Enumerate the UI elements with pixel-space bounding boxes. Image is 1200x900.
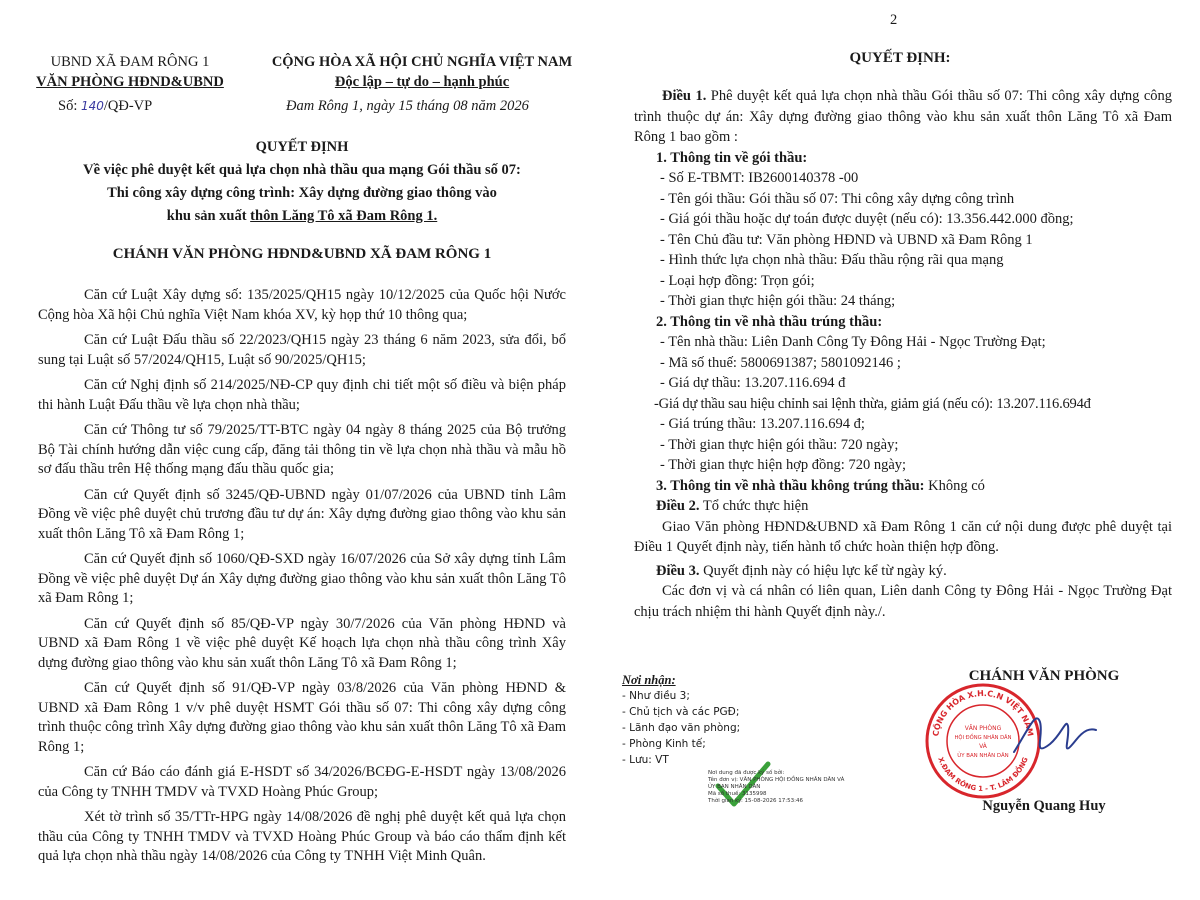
- recipient-item: - Như điều 3;: [622, 690, 690, 702]
- section-1-item: - Loại hợp đồng: Trọn gói;: [660, 272, 815, 289]
- section-2-item: - Mã số thuế: 5800691387; 5801092146 ;: [660, 354, 901, 371]
- basis-paragraph: Căn cứ Thông tư số 79/2025/TT-BTC ngày 04 ngày 8 tháng 2025 của Bộ trưởng Bộ Tài chính hướng dẫn việc cung cấp, đăng tải thông tin về lựa chọn nhà thầu và mẫu hồ sơ đấu thầu trên Hệ thống mạng đấu thầu quốc gia;: [38, 422, 566, 477]
- basis-paragraph: Căn cứ Luật Đấu thầu số 22/2023/QH15 ngày 23 tháng 6 năm 2023, sửa đổi, bổ sung tại Luật số 57/2024/QH15, Luật số 90/2025/QH15;: [38, 332, 566, 368]
- issuing-organization: [20, 52, 240, 92]
- subject-line-3b: thôn Lăng Tô xã Đam Rông 1.: [250, 208, 438, 224]
- recipient-item: - Phòng Kinh tế;: [622, 738, 706, 750]
- esig-line: Thời gian ký: 15-08-2026 17:53:46: [708, 798, 803, 804]
- nation-line-2: Độc lập – tự do – hạnh phúc: [334, 74, 510, 90]
- article-1-label: Điều 1.: [662, 88, 707, 104]
- article-2: [634, 496, 1172, 517]
- signer-name: Nguyễn Quang Huy: [982, 798, 1106, 814]
- number-handwritten: 140: [80, 99, 104, 113]
- seal-center-line: HỘI ĐỒNG NHÂN DÂN: [954, 735, 1012, 741]
- org-line-2-text: VĂN PHÒNG HĐND&UBND: [36, 74, 224, 90]
- article-3-text: Quyết định này có hiệu lực kể từ ngày ký.: [699, 562, 947, 579]
- subject-line-1: Về việc phê duyệt kết quả lựa chọn nhà thầu qua mạng Gói thầu số 07:: [83, 162, 521, 178]
- nation-line-1: CỘNG HÒA XÃ HỘI CHỦ NGHĨA VIỆT NAM: [271, 54, 573, 70]
- section-2-item: - Thời gian thực hiện gói thầu: 720 ngày;: [660, 436, 899, 453]
- recipients-block: [622, 672, 842, 768]
- section-1-item: - Hình thức lựa chọn nhà thầu: Đấu thầu rộng rãi qua mạng: [660, 252, 1004, 268]
- section-2-item: -Giá dự thầu sau hiệu chỉnh sai lệnh thừa, giảm giá (nếu có): 13.207.116.694đ: [654, 395, 1091, 412]
- article-2-text: Tổ chức thực hiện: [699, 498, 809, 514]
- recipient-item: - Lưu: VT: [622, 754, 669, 766]
- seal-bottom-text: X.ĐAM RÔNG 1 - T. LÂM ĐỒNG: [936, 756, 1030, 794]
- section-1-item: - Thời gian thực hiện gói thầu: 24 tháng;: [660, 293, 896, 309]
- legal-basis-list: [38, 286, 566, 873]
- authority-heading: CHÁNH VĂN PHÒNG HĐND&UBND XÃ ĐAM RÔNG 1: [112, 246, 492, 262]
- decision-body: [634, 86, 1172, 622]
- decision-heading: QUYẾT ĐỊNH:: [849, 50, 951, 66]
- org-line-2: [20, 72, 240, 92]
- section-2-item: - Thời gian thực hiện hợp đồng: 720 ngày;: [660, 457, 907, 473]
- article-3-label: Điều 3.: [656, 562, 700, 579]
- esig-line: Tên đơn vị: VĂN PHÒNG HỘI ĐỒNG NHÂN DÂN VÀ: [708, 777, 845, 783]
- esig-line: ỦY BAN NHÂN DÂN: [708, 784, 761, 790]
- basis-paragraph: Căn cứ Quyết định số 85/QĐ-VP ngày 30/7/2026 của Văn phòng HĐND và UBND xã Đam Rông 1 về việc phê duyệt Kế hoạch lựa chọn nhà thầu công trình Xây dựng đường giao thông vào khu sản xuất thôn Lăng Tô xã Đam Rông 1;: [38, 615, 566, 671]
- handwritten-signature: [1010, 700, 1100, 770]
- section-1-item: - Tên Chủ đầu tư: Văn phòng HĐND và UBND xã Đam Rông 1: [660, 231, 1033, 248]
- basis-paragraph: Căn cứ Quyết định số 91/QĐ-VP ngày 03/8/2026 của Văn phòng HĐND & UBND xã Đam Rông 1 v/v phê duyệt HSMT Gói thầu số 07: Thi công xây dựng công trình thuộc công trình Xây dựng đường giao thông vào khu sản xuất thôn Lăng Tô xã Đam Rông 1;: [38, 680, 566, 755]
- national-motto: [252, 52, 592, 92]
- article-1-text: Phê duyệt kết quả lựa chọn nhà thầu Gói thầu số 07: Thi công xây dựng công trình thuộc dự án: Xây dựng đường giao thông vào khu sản xuất thôn Lăng Tô xã Đam Rông 1 bao gồm :: [634, 88, 1173, 145]
- subject-line-2: Thi công xây dựng công trình: Xây dựng đường giao thông vào: [107, 185, 497, 201]
- basis-paragraph: Căn cứ Quyết định số 1060/QĐ-SXD ngày 16/07/2026 của Sở xây dựng tỉnh Lâm Đồng về việc phê duyệt Dự án Xây dựng đường giao thông vào khu sản xuất thôn Lăng Tô xã Đam Rông 1;: [38, 551, 566, 606]
- section-1-item: - Giá gói thầu hoặc dự toán được duyệt (nếu có): 13.356.442.000 đồng;: [660, 211, 1074, 227]
- section-1-item: - Số E-TBMT: IB2600140378 -00: [660, 170, 859, 186]
- esig-line: Nơi dung đã được ký số bởi:: [708, 770, 785, 776]
- article-1: [634, 86, 1172, 148]
- signer-title: CHÁNH VĂN PHÒNG: [968, 668, 1120, 684]
- section-3-label: 3. Thông tin về nhà thầu không trúng thầu:: [656, 477, 925, 494]
- basis-paragraph: Căn cứ Quyết định số 3245/QĐ-UBND ngày 01/07/2026 của UBND tỉnh Lâm Đồng về việc phê duyệt chủ trương đầu tư dự án: Xây dựng đường giao thông vào khu sản xuất thôn Lăng Tô xã Đam Rông 1;: [38, 486, 566, 542]
- article-2-body: Giao Văn phòng HĐND&UBND xã Đam Rông 1 căn cứ nội dung được phê duyệt tại Điều 1 Quyết định này, tiến hành tổ chức hoàn thiện hợp đồng.: [634, 518, 1172, 555]
- number-prefix: Số:: [58, 98, 81, 114]
- section-3-heading: [634, 476, 1172, 497]
- seal-outer-text: CỘNG HÒA X.H.C.N VIỆT NAM: [931, 688, 1035, 737]
- document-number: [58, 98, 152, 115]
- basis-paragraph: Căn cứ Luật Xây dựng số: 135/2025/QH15 ngày 10/12/2025 của Quốc hội Nước Cộng hòa Xã hội Chủ nghĩa Việt Nam khóa XV, kỳ họp thứ 10 thông qua;: [38, 287, 566, 323]
- seal-center-line: VÀ: [979, 743, 987, 750]
- esig-line: Mã số thuế: 3135998: [708, 791, 767, 797]
- page-number: 2: [890, 12, 898, 28]
- recipients-title: Nơi nhận:: [622, 673, 676, 687]
- article-3: [634, 561, 1172, 582]
- digital-signature-info: [708, 770, 908, 805]
- section-2-heading: 2. Thông tin về nhà thầu trúng thầu:: [656, 313, 883, 330]
- section-1-heading: 1. Thông tin về gói thầu:: [656, 149, 808, 166]
- decision-title: QUYẾT ĐỊNH: [255, 139, 349, 155]
- recipient-item: - Lãnh đạo văn phòng;: [622, 722, 741, 734]
- number-suffix: /QĐ-VP: [103, 98, 153, 114]
- section-2-item: - Giá trúng thầu: 13.207.116.694 đ;: [660, 416, 865, 432]
- recipient-item: - Chủ tịch và các PGĐ;: [622, 706, 740, 718]
- org-line-1: UBND XÃ ĐAM RÔNG 1: [50, 54, 210, 70]
- section-2-item: - Giá dự thầu: 13.207.116.694 đ: [660, 375, 846, 391]
- section-1-item: - Tên gói thầu: Gói thầu số 07: Thi công xây dựng công trình: [660, 190, 1015, 207]
- basis-paragraph: Căn cứ Nghị định số 214/2025/NĐ-CP quy định chi tiết một số điều và biện pháp thi hành Luật Đấu thầu về lựa chọn nhà thầu;: [38, 377, 566, 413]
- seal-center-line: VĂN PHÒNG: [964, 725, 1002, 732]
- article-3-body: Các đơn vị và cá nhân có liên quan, Liên danh Công ty Đông Hải - Ngọc Trường Đạt chịu trách nhiệm thi hành Quyết định này./.: [634, 583, 1172, 620]
- subject-line-3: [38, 205, 566, 228]
- section-3-value: Không có: [924, 477, 985, 494]
- basis-paragraph: Xét tờ trình số 35/TTr-HPG ngày 14/08/2026 đề nghị phê duyệt kết quả lựa chọn thầu của Công ty TNHH TMDV và TVXD Hoàng Phúc Group và báo cáo thẩm định kết quả lựa chọn nhà thầu ngày 14/08/2026 của Công ty TNHH Việt Minh Quân.: [38, 809, 566, 864]
- subject-line-3a: khu sản xuất: [166, 208, 251, 224]
- basis-paragraph: Căn cứ Báo cáo đánh giá E-HSDT số 34/2026/BCĐG-E-HSDT ngày 13/08/2026 của Công ty TNHH TMDV và TVXD Hoàng Phúc Group;: [38, 764, 566, 800]
- section-2-item: - Tên nhà thầu: Liên Danh Công Ty Đông Hải - Ngọc Trường Đạt;: [660, 334, 1046, 350]
- article-2-label: Điều 2.: [656, 498, 700, 514]
- document-date: Đam Rông 1, ngày 15 tháng 08 năm 2026: [286, 98, 529, 114]
- seal-center-line: ỦY BAN NHÂN DÂN: [957, 753, 1009, 759]
- decision-title-block: [38, 136, 566, 228]
